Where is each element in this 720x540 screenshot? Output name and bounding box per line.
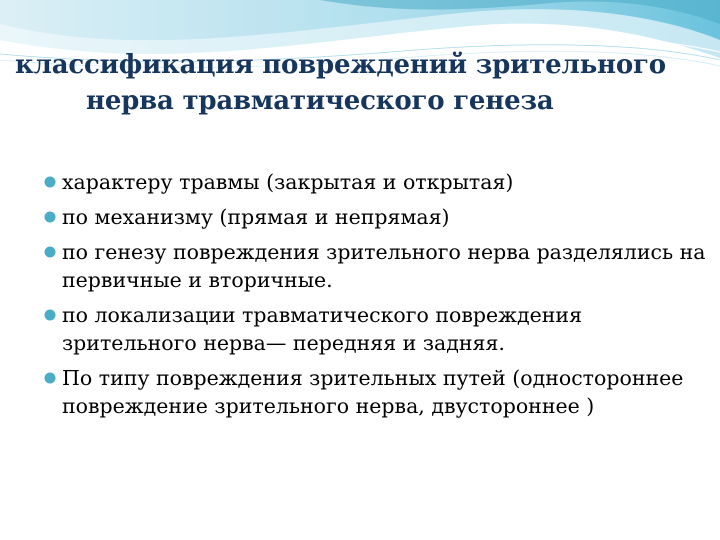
bullet-text: по генезу повреждения зрительного нерва разделялись на первичные и вторичные. — [62, 240, 706, 292]
bullet-list — [42, 168, 712, 427]
bullet-text: характеру травмы (закрытая и открытая) — [62, 170, 514, 194]
bullet-text: По типу повреждения зрительных путей (одностороннее повреждение зрительного нерва, двустороннее ) — [62, 366, 684, 418]
bullet-item — [42, 364, 712, 420]
bullet-dot-icon — [44, 246, 56, 258]
bullet-dot-icon — [44, 176, 56, 188]
bullet-dot-icon — [44, 372, 56, 384]
bullet-item — [42, 301, 712, 357]
bullet-dot-icon — [44, 309, 56, 321]
bullet-dot-icon — [44, 211, 56, 223]
slide-title — [0, 47, 720, 119]
slide-title-line-2: нерва травматического генеза — [86, 86, 554, 116]
bullet-text: по механизму (прямая и непрямая) — [62, 205, 450, 229]
bullet-item — [42, 168, 712, 196]
bullet-item — [42, 238, 712, 294]
bullet-text: по локализации травматического повреждения зрительного нерва— передняя и задняя. — [62, 303, 583, 355]
slide-title-line-1: классификация повреждений зрительного — [15, 50, 666, 80]
bullet-item — [42, 203, 712, 231]
